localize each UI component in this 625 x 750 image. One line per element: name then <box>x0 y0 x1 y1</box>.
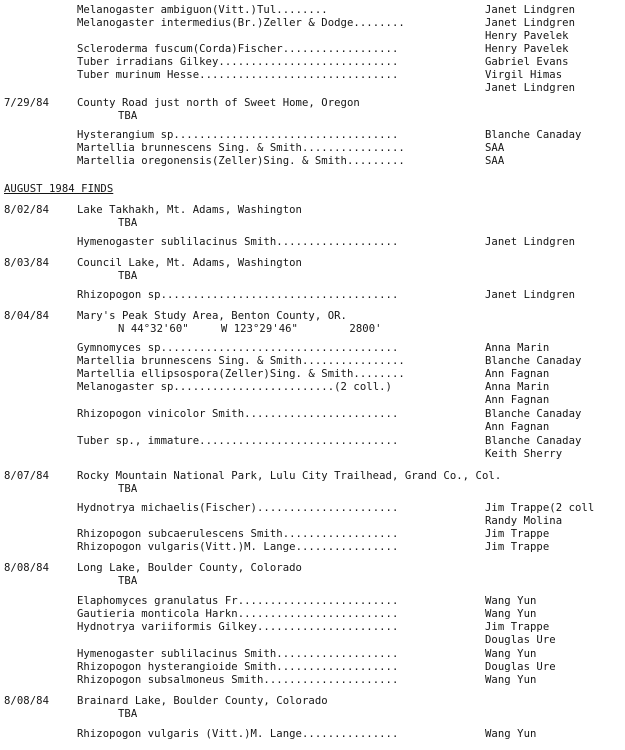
section-header: AUGUST 1984 FINDS <box>4 183 114 195</box>
entry-coordinates: N 44°32'60" W 123°29'46" 2800' <box>118 323 382 335</box>
collector-name: Jim Trappe(2 coll <box>485 502 595 514</box>
collector-name: Virgil Himas <box>485 69 563 81</box>
specimen-name: Melanogaster intermedius(Br.)Zeller & Dodge........ <box>77 17 405 29</box>
entry-tba: TBA <box>118 483 138 495</box>
entry-date: 8/08/84 <box>4 695 49 707</box>
collector-name: Janet Lindgren <box>485 236 575 248</box>
specimen-name: Hymenogaster sublilacinus Smith................... <box>77 236 399 248</box>
specimen-name: Martellia ellipsospora(Zeller)Sing. & Smith........ <box>77 368 405 380</box>
entry-tba: TBA <box>118 575 138 587</box>
collector-name: Douglas Ure <box>485 634 556 646</box>
collector-name: Janet Lindgren <box>485 4 575 16</box>
entry-date: 8/02/84 <box>4 204 49 216</box>
specimen-name: Tuber irradians Gilkey............................ <box>77 56 399 68</box>
specimen-name: Rhizopogon subsalmoneus Smith..................... <box>77 674 399 686</box>
specimen-name: Tuber murinum Hesse............................... <box>77 69 399 81</box>
collector-name: Wang Yun <box>485 595 537 607</box>
specimen-name: Martellia oregonensis(Zeller)Sing. & Smith......... <box>77 155 405 167</box>
entry-date: 8/03/84 <box>4 257 49 269</box>
collector-name: Anna Marin <box>485 342 550 354</box>
collector-name: Blanche Canaday <box>485 408 582 420</box>
specimen-name: Tuber sp., immature............................... <box>77 435 399 447</box>
collector-name: Blanche Canaday <box>485 355 582 367</box>
specimen-name: Hydnotrya michaelis(Fischer)...................... <box>77 502 399 514</box>
entry-tba: TBA <box>118 708 138 720</box>
collector-name: Jim Trappe <box>485 528 550 540</box>
collector-name: Ann Fagnan <box>485 421 550 433</box>
specimen-name: Hymenogaster sublilacinus Smith................... <box>77 648 399 660</box>
collector-name: Janet Lindgren <box>485 289 575 301</box>
collector-name: Gabriel Evans <box>485 56 569 68</box>
specimen-name: Scleroderma fuscum(Corda)Fischer.................. <box>77 43 399 55</box>
collector-name: Wang Yun <box>485 648 537 660</box>
specimen-name: Rhizopogon vinicolor Smith........................ <box>77 408 399 420</box>
collector-name: Blanche Canaday <box>485 435 582 447</box>
specimen-name: Martellia brunnescens Sing. & Smith................ <box>77 355 405 367</box>
entry-location: Brainard Lake, Boulder County, Colorado <box>77 695 328 707</box>
specimen-name: Martellia brunnescens Sing. & Smith................ <box>77 142 405 154</box>
collector-name: Janet Lindgren <box>485 82 575 94</box>
collector-name: Douglas Ure <box>485 661 556 673</box>
entry-location: Mary's Peak Study Area, Benton County, OR. <box>77 310 347 322</box>
collector-name: Randy Molina <box>485 515 563 527</box>
entry-location: Rocky Mountain National Park, Lulu City Trailhead, Grand Co., Col. <box>77 470 502 482</box>
specimen-name: Melanogaster ambiguon(Vitt.)Tul........ <box>77 4 328 16</box>
collector-name: Jim Trappe <box>485 621 550 633</box>
collector-name: Jim Trappe <box>485 541 550 553</box>
collector-name: Wang Yun <box>485 728 537 740</box>
entry-location: County Road just north of Sweet Home, Oregon <box>77 97 360 109</box>
entry-tba: TBA <box>118 110 138 122</box>
specimen-name: Melanogaster sp.........................(2 coll.) <box>77 381 392 393</box>
entry-tba: TBA <box>118 270 138 282</box>
specimen-name: Rhizopogon sp..................................... <box>77 289 399 301</box>
specimen-name: Rhizopogon vulgaris(Vitt.)M. Lange................ <box>77 541 399 553</box>
specimen-name: Gymnomyces sp..................................... <box>77 342 399 354</box>
collector-name: Janet Lindgren <box>485 17 575 29</box>
entry-date: 8/04/84 <box>4 310 49 322</box>
entry-date: 8/08/84 <box>4 562 49 574</box>
collector-name: Wang Yun <box>485 608 537 620</box>
collector-name: Blanche Canaday <box>485 129 582 141</box>
collector-name: Ann Fagnan <box>485 368 550 380</box>
collector-name: Wang Yun <box>485 674 537 686</box>
specimen-name: Rhizopogon vulgaris (Vitt.)M. Lange............... <box>77 728 399 740</box>
collector-name: Keith Sherry <box>485 448 563 460</box>
collector-name: Anna Marin <box>485 381 550 393</box>
entry-date: 7/29/84 <box>4 97 49 109</box>
collector-name: Ann Fagnan <box>485 394 550 406</box>
entry-location: Long Lake, Boulder County, Colorado <box>77 562 302 574</box>
collector-name: Henry Pavelek <box>485 43 569 55</box>
entry-location: Lake Takhakh, Mt. Adams, Washington <box>77 204 302 216</box>
entry-tba: TBA <box>118 217 138 229</box>
collector-name: SAA <box>485 155 505 167</box>
specimen-name: Rhizopogon hysterangioide Smith................... <box>77 661 399 673</box>
specimen-name: Hydnotrya variiformis Gilkey...................... <box>77 621 399 633</box>
specimen-name: Rhizopogon subcaerulescens Smith.................. <box>77 528 399 540</box>
collector-name: SAA <box>485 142 505 154</box>
specimen-name: Gautieria monticola Harkn......................... <box>77 608 399 620</box>
collector-name: Henry Pavelek <box>485 30 569 42</box>
entry-date: 8/07/84 <box>4 470 49 482</box>
entry-location: Council Lake, Mt. Adams, Washington <box>77 257 302 269</box>
specimen-name: Hysterangium sp................................... <box>77 129 399 141</box>
specimen-name: Elaphomyces granulatus Fr......................... <box>77 595 399 607</box>
